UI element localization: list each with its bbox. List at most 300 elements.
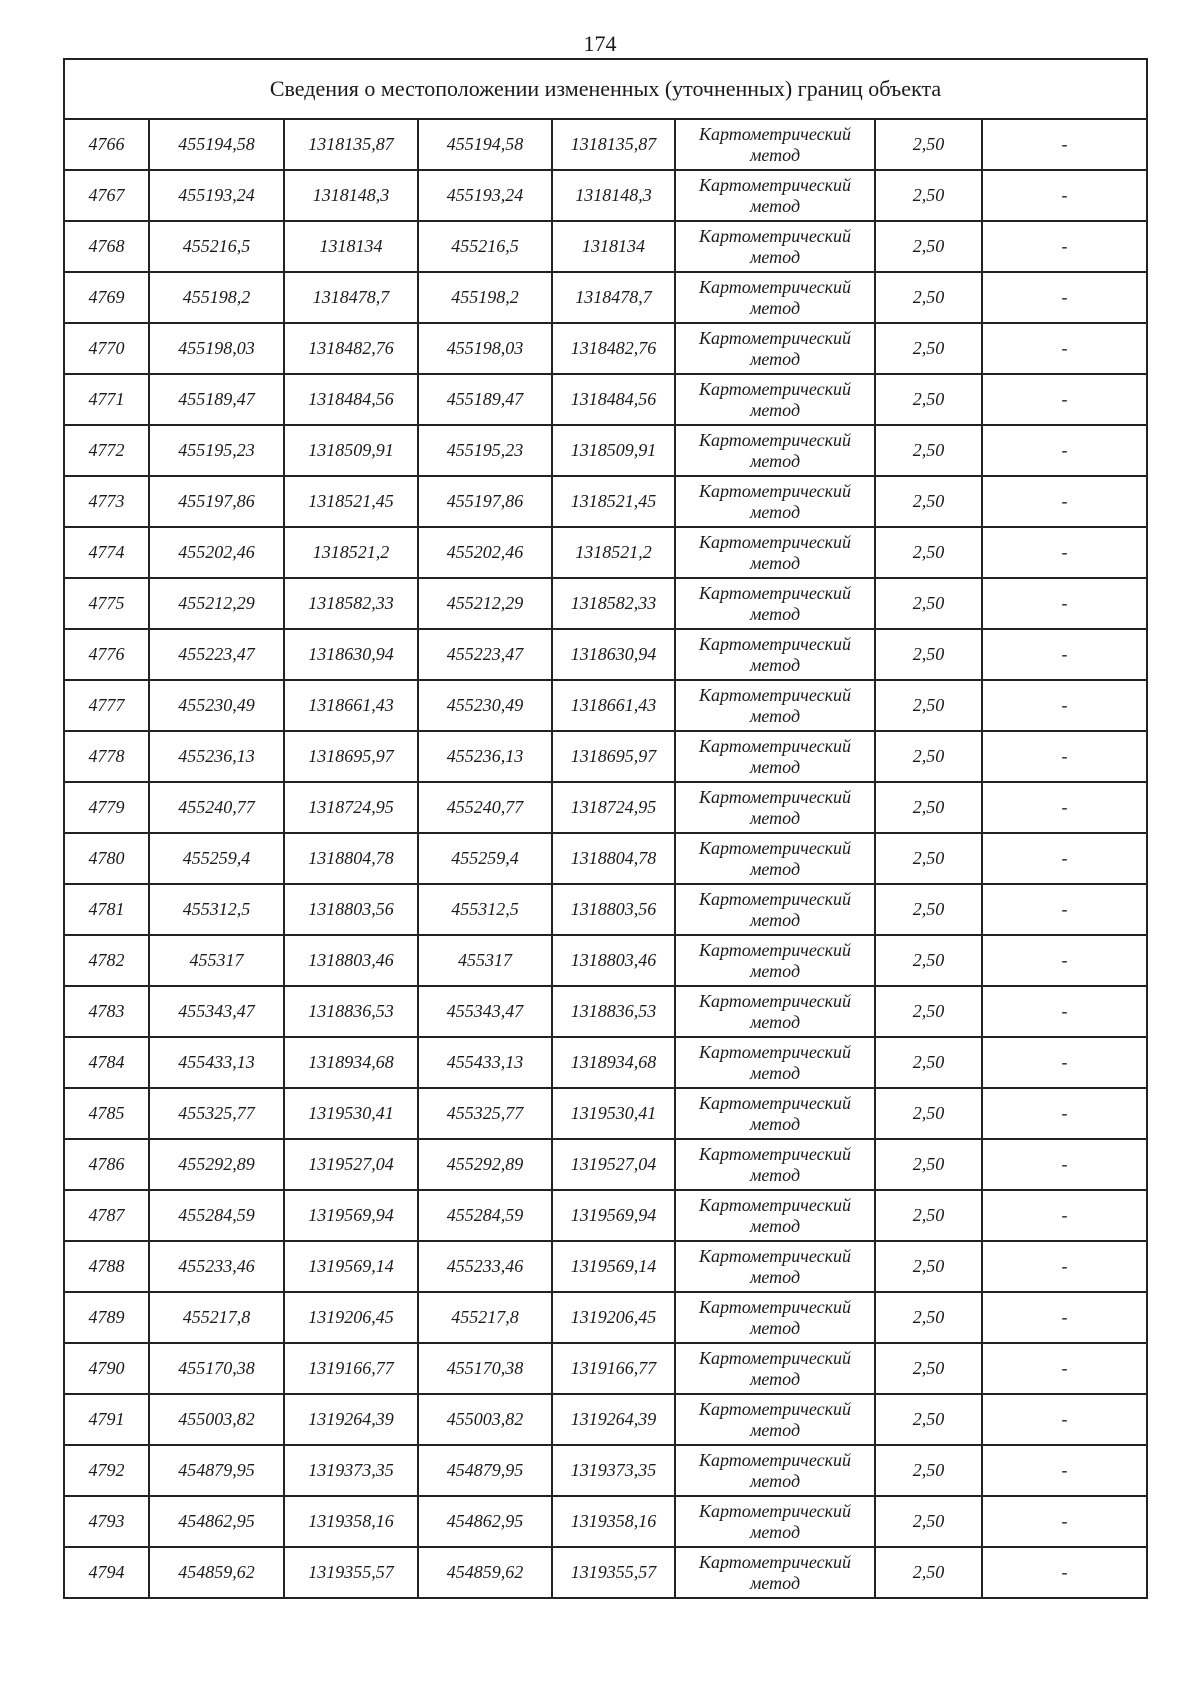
accuracy-cell: 2,50 — [875, 170, 982, 221]
method-line: Картометрический — [698, 1092, 851, 1113]
y-coordinate-cell: 1319569,94 — [284, 1190, 418, 1241]
method-line: метод — [749, 960, 801, 981]
accuracy-cell: 2,50 — [875, 986, 982, 1037]
method-line: Картометрический — [698, 531, 851, 552]
point-number-cell: 4766 — [64, 119, 149, 170]
method-line: Картометрический — [698, 888, 851, 909]
x-coordinate-cell: 455193,24 — [149, 170, 284, 221]
point-number-cell: 4786 — [64, 1139, 149, 1190]
x-coordinate-cell: 455223,47 — [149, 629, 284, 680]
point-number-cell: 4775 — [64, 578, 149, 629]
method-cell — [675, 1037, 875, 1088]
accuracy-cell: 2,50 — [875, 1547, 982, 1598]
method-line: Картометрический — [698, 225, 851, 246]
accuracy-cell: 2,50 — [875, 425, 982, 476]
method-line: Картометрический — [698, 123, 851, 144]
y-coordinate-cell: 1319206,45 — [552, 1292, 675, 1343]
x-coordinate-cell: 455003,82 — [149, 1394, 284, 1445]
method-line: метод — [749, 1215, 801, 1236]
x-coordinate-cell: 455230,49 — [418, 680, 552, 731]
x-coordinate-cell: 455212,29 — [418, 578, 552, 629]
method-cell — [675, 221, 875, 272]
x-coordinate-cell: 455216,5 — [418, 221, 552, 272]
table-row — [64, 272, 1147, 323]
method-cell — [675, 782, 875, 833]
point-number-cell: 4781 — [64, 884, 149, 935]
point-number-cell: 4769 — [64, 272, 149, 323]
table-row — [64, 1445, 1147, 1496]
method-line: метод — [749, 1317, 801, 1338]
y-coordinate-cell: 1318521,45 — [552, 476, 675, 527]
method-line: метод — [749, 705, 801, 726]
accuracy-cell: 2,50 — [875, 1292, 982, 1343]
note-cell: - — [982, 986, 1147, 1037]
y-coordinate-cell: 1319358,16 — [284, 1496, 418, 1547]
table-title-row — [64, 59, 1147, 119]
method-line: Картометрический — [698, 327, 851, 348]
y-coordinate-cell: 1318803,46 — [552, 935, 675, 986]
y-coordinate-cell: 1318521,45 — [284, 476, 418, 527]
table-row — [64, 170, 1147, 221]
method-cell — [675, 1496, 875, 1547]
x-coordinate-cell: 455292,89 — [149, 1139, 284, 1190]
y-coordinate-cell: 1318630,94 — [552, 629, 675, 680]
method-line: метод — [749, 654, 801, 675]
accuracy-cell: 2,50 — [875, 1343, 982, 1394]
method-line: метод — [749, 807, 801, 828]
note-cell: - — [982, 374, 1147, 425]
note-cell: - — [982, 1139, 1147, 1190]
method-line: метод — [749, 246, 801, 267]
method-cell — [675, 833, 875, 884]
x-coordinate-cell: 455198,03 — [418, 323, 552, 374]
point-number-cell: 4790 — [64, 1343, 149, 1394]
table-row — [64, 1292, 1147, 1343]
y-coordinate-cell: 1318934,68 — [284, 1037, 418, 1088]
method-cell — [675, 629, 875, 680]
y-coordinate-cell: 1318803,56 — [552, 884, 675, 935]
note-cell: - — [982, 680, 1147, 731]
accuracy-cell: 2,50 — [875, 476, 982, 527]
point-number-cell: 4791 — [64, 1394, 149, 1445]
y-coordinate-cell: 1318484,56 — [284, 374, 418, 425]
y-coordinate-cell: 1319373,35 — [552, 1445, 675, 1496]
method-cell — [675, 1394, 875, 1445]
y-coordinate-cell: 1318836,53 — [552, 986, 675, 1037]
method-line: метод — [749, 1164, 801, 1185]
method-line: Картометрический — [698, 1194, 851, 1215]
note-cell: - — [982, 833, 1147, 884]
method-line: метод — [749, 1266, 801, 1287]
accuracy-cell: 2,50 — [875, 374, 982, 425]
accuracy-cell: 2,50 — [875, 833, 982, 884]
y-coordinate-cell: 1319530,41 — [552, 1088, 675, 1139]
accuracy-cell: 2,50 — [875, 1445, 982, 1496]
method-cell — [675, 119, 875, 170]
point-number-cell: 4789 — [64, 1292, 149, 1343]
y-coordinate-cell: 1318509,91 — [284, 425, 418, 476]
y-coordinate-cell: 1318484,56 — [552, 374, 675, 425]
accuracy-cell: 2,50 — [875, 578, 982, 629]
x-coordinate-cell: 454859,62 — [149, 1547, 284, 1598]
y-coordinate-cell: 1318661,43 — [284, 680, 418, 731]
x-coordinate-cell: 455198,03 — [149, 323, 284, 374]
y-coordinate-cell: 1319166,77 — [284, 1343, 418, 1394]
note-cell: - — [982, 731, 1147, 782]
method-line: Картометрический — [698, 378, 851, 399]
y-coordinate-cell: 1319355,57 — [552, 1547, 675, 1598]
y-coordinate-cell: 1318724,95 — [552, 782, 675, 833]
method-line: Картометрический — [698, 1296, 851, 1317]
method-cell — [675, 1343, 875, 1394]
table-row — [64, 221, 1147, 272]
point-number-cell: 4770 — [64, 323, 149, 374]
method-line: метод — [749, 909, 801, 930]
method-line: Картометрический — [698, 1245, 851, 1266]
x-coordinate-cell: 455312,5 — [418, 884, 552, 935]
x-coordinate-cell: 455202,46 — [418, 527, 552, 578]
note-cell: - — [982, 1496, 1147, 1547]
table-row — [64, 1547, 1147, 1598]
table-row — [64, 425, 1147, 476]
y-coordinate-cell: 1319358,16 — [552, 1496, 675, 1547]
method-line: метод — [749, 1470, 801, 1491]
x-coordinate-cell: 455198,2 — [149, 272, 284, 323]
note-cell: - — [982, 1445, 1147, 1496]
method-line: Картометрический — [698, 837, 851, 858]
accuracy-cell: 2,50 — [875, 272, 982, 323]
accuracy-cell: 2,50 — [875, 1190, 982, 1241]
x-coordinate-cell: 455284,59 — [418, 1190, 552, 1241]
x-coordinate-cell: 455216,5 — [149, 221, 284, 272]
y-coordinate-cell: 1318509,91 — [552, 425, 675, 476]
y-coordinate-cell: 1319569,94 — [552, 1190, 675, 1241]
method-cell — [675, 170, 875, 221]
point-number-cell: 4783 — [64, 986, 149, 1037]
method-line: метод — [749, 1368, 801, 1389]
note-cell: - — [982, 1190, 1147, 1241]
table-row — [64, 782, 1147, 833]
method-cell — [675, 680, 875, 731]
accuracy-cell: 2,50 — [875, 221, 982, 272]
accuracy-cell: 2,50 — [875, 782, 982, 833]
table-row — [64, 1496, 1147, 1547]
point-number-cell: 4779 — [64, 782, 149, 833]
x-coordinate-cell: 455236,13 — [418, 731, 552, 782]
method-line: метод — [749, 1062, 801, 1083]
method-line: Картометрический — [698, 684, 851, 705]
point-number-cell: 4785 — [64, 1088, 149, 1139]
coordinates-table — [63, 58, 1148, 1599]
accuracy-cell: 2,50 — [875, 1139, 982, 1190]
x-coordinate-cell: 454862,95 — [149, 1496, 284, 1547]
method-line: метод — [749, 756, 801, 777]
y-coordinate-cell: 1318135,87 — [552, 119, 675, 170]
x-coordinate-cell: 455194,58 — [418, 119, 552, 170]
note-cell: - — [982, 323, 1147, 374]
method-cell — [675, 935, 875, 986]
x-coordinate-cell: 455194,58 — [149, 119, 284, 170]
note-cell: - — [982, 1088, 1147, 1139]
method-line: метод — [749, 1419, 801, 1440]
x-coordinate-cell: 455433,13 — [418, 1037, 552, 1088]
point-number-cell: 4776 — [64, 629, 149, 680]
y-coordinate-cell: 1318521,2 — [284, 527, 418, 578]
x-coordinate-cell: 455343,47 — [149, 986, 284, 1037]
method-line: Картометрический — [698, 633, 851, 654]
method-line: метод — [749, 1011, 801, 1032]
note-cell: - — [982, 1241, 1147, 1292]
table-row — [64, 1241, 1147, 1292]
x-coordinate-cell: 455317 — [418, 935, 552, 986]
y-coordinate-cell: 1319206,45 — [284, 1292, 418, 1343]
point-number-cell: 4792 — [64, 1445, 149, 1496]
table-row — [64, 731, 1147, 782]
y-coordinate-cell: 1319166,77 — [552, 1343, 675, 1394]
page-number: 174 — [583, 31, 617, 56]
table-row — [64, 323, 1147, 374]
method-line: метод — [749, 297, 801, 318]
y-coordinate-cell: 1318934,68 — [552, 1037, 675, 1088]
x-coordinate-cell: 455170,38 — [418, 1343, 552, 1394]
x-coordinate-cell: 455433,13 — [149, 1037, 284, 1088]
y-coordinate-cell: 1318134 — [284, 221, 418, 272]
y-coordinate-cell: 1318478,7 — [284, 272, 418, 323]
accuracy-cell: 2,50 — [875, 323, 982, 374]
method-line: Картометрический — [698, 1449, 851, 1470]
table-row — [64, 119, 1147, 170]
note-cell: - — [982, 1037, 1147, 1088]
x-coordinate-cell: 454859,62 — [418, 1547, 552, 1598]
point-number-cell: 4794 — [64, 1547, 149, 1598]
accuracy-cell: 2,50 — [875, 1088, 982, 1139]
table-row — [64, 578, 1147, 629]
y-coordinate-cell: 1318135,87 — [284, 119, 418, 170]
x-coordinate-cell: 455202,46 — [149, 527, 284, 578]
table-row — [64, 527, 1147, 578]
method-cell — [675, 1088, 875, 1139]
method-cell — [675, 1445, 875, 1496]
accuracy-cell: 2,50 — [875, 119, 982, 170]
accuracy-cell: 2,50 — [875, 680, 982, 731]
y-coordinate-cell: 1319569,14 — [284, 1241, 418, 1292]
y-coordinate-cell: 1318803,56 — [284, 884, 418, 935]
note-cell: - — [982, 1547, 1147, 1598]
method-line: метод — [749, 1572, 801, 1593]
method-line: Картометрический — [698, 1500, 851, 1521]
y-coordinate-cell: 1319527,04 — [284, 1139, 418, 1190]
method-line: Картометрический — [698, 582, 851, 603]
y-coordinate-cell: 1318482,76 — [552, 323, 675, 374]
table-row — [64, 1088, 1147, 1139]
table-title: Сведения о местоположении измененных (уточненных) границ объекта — [64, 59, 1147, 119]
method-line: Картометрический — [698, 939, 851, 960]
y-coordinate-cell: 1318134 — [552, 221, 675, 272]
method-line: Картометрический — [698, 1551, 851, 1572]
note-cell: - — [982, 221, 1147, 272]
table-row — [64, 680, 1147, 731]
note-cell: - — [982, 782, 1147, 833]
y-coordinate-cell: 1319569,14 — [552, 1241, 675, 1292]
method-line: метод — [749, 144, 801, 165]
x-coordinate-cell: 455212,29 — [149, 578, 284, 629]
method-cell — [675, 425, 875, 476]
table-row — [64, 1343, 1147, 1394]
x-coordinate-cell: 455233,46 — [418, 1241, 552, 1292]
point-number-cell: 4787 — [64, 1190, 149, 1241]
y-coordinate-cell: 1318804,78 — [552, 833, 675, 884]
table-row — [64, 986, 1147, 1037]
x-coordinate-cell: 455223,47 — [418, 629, 552, 680]
x-coordinate-cell: 455259,4 — [149, 833, 284, 884]
method-line: метод — [749, 1521, 801, 1542]
point-number-cell: 4767 — [64, 170, 149, 221]
table-row — [64, 833, 1147, 884]
method-line: метод — [749, 399, 801, 420]
method-cell — [675, 1547, 875, 1598]
method-cell — [675, 884, 875, 935]
point-number-cell: 4768 — [64, 221, 149, 272]
y-coordinate-cell: 1319264,39 — [284, 1394, 418, 1445]
y-coordinate-cell: 1318630,94 — [284, 629, 418, 680]
x-coordinate-cell: 455312,5 — [149, 884, 284, 935]
table-row — [64, 1394, 1147, 1445]
x-coordinate-cell: 455292,89 — [418, 1139, 552, 1190]
method-line: метод — [749, 1113, 801, 1134]
y-coordinate-cell: 1318148,3 — [552, 170, 675, 221]
x-coordinate-cell: 454879,95 — [149, 1445, 284, 1496]
x-coordinate-cell: 454879,95 — [418, 1445, 552, 1496]
y-coordinate-cell: 1319530,41 — [284, 1088, 418, 1139]
method-line: Картометрический — [698, 1041, 851, 1062]
x-coordinate-cell: 455189,47 — [149, 374, 284, 425]
x-coordinate-cell: 455217,8 — [149, 1292, 284, 1343]
accuracy-cell: 2,50 — [875, 731, 982, 782]
x-coordinate-cell: 455003,82 — [418, 1394, 552, 1445]
x-coordinate-cell: 455195,23 — [149, 425, 284, 476]
accuracy-cell: 2,50 — [875, 1496, 982, 1547]
x-coordinate-cell: 455317 — [149, 935, 284, 986]
method-line: Картометрический — [698, 174, 851, 195]
accuracy-cell: 2,50 — [875, 1037, 982, 1088]
table-row — [64, 935, 1147, 986]
method-line: Картометрический — [698, 1143, 851, 1164]
x-coordinate-cell: 455195,23 — [418, 425, 552, 476]
table-row — [64, 629, 1147, 680]
point-number-cell: 4778 — [64, 731, 149, 782]
table-row — [64, 1037, 1147, 1088]
method-line: Картометрический — [698, 1398, 851, 1419]
y-coordinate-cell: 1319355,57 — [284, 1547, 418, 1598]
y-coordinate-cell: 1318582,33 — [552, 578, 675, 629]
method-cell — [675, 986, 875, 1037]
method-line: Картометрический — [698, 990, 851, 1011]
x-coordinate-cell: 455259,4 — [418, 833, 552, 884]
method-line: метод — [749, 450, 801, 471]
point-number-cell: 4772 — [64, 425, 149, 476]
note-cell: - — [982, 578, 1147, 629]
point-number-cell: 4774 — [64, 527, 149, 578]
x-coordinate-cell: 454862,95 — [418, 1496, 552, 1547]
method-cell — [675, 1139, 875, 1190]
y-coordinate-cell: 1318661,43 — [552, 680, 675, 731]
y-coordinate-cell: 1318478,7 — [552, 272, 675, 323]
method-cell — [675, 1292, 875, 1343]
note-cell: - — [982, 1292, 1147, 1343]
y-coordinate-cell: 1319373,35 — [284, 1445, 418, 1496]
x-coordinate-cell: 455197,86 — [418, 476, 552, 527]
accuracy-cell: 2,50 — [875, 527, 982, 578]
method-cell — [675, 1241, 875, 1292]
method-line: метод — [749, 348, 801, 369]
note-cell: - — [982, 1343, 1147, 1394]
note-cell: - — [982, 476, 1147, 527]
table-row — [64, 374, 1147, 425]
x-coordinate-cell: 455193,24 — [418, 170, 552, 221]
y-coordinate-cell: 1319264,39 — [552, 1394, 675, 1445]
method-line: метод — [749, 603, 801, 624]
point-number-cell: 4771 — [64, 374, 149, 425]
method-line: Картометрический — [698, 276, 851, 297]
method-cell — [675, 272, 875, 323]
point-number-cell: 4782 — [64, 935, 149, 986]
method-line: метод — [749, 858, 801, 879]
table-row — [64, 1190, 1147, 1241]
note-cell: - — [982, 884, 1147, 935]
table-row — [64, 884, 1147, 935]
x-coordinate-cell: 455284,59 — [149, 1190, 284, 1241]
point-number-cell: 4793 — [64, 1496, 149, 1547]
method-line: Картометрический — [698, 1347, 851, 1368]
x-coordinate-cell: 455233,46 — [149, 1241, 284, 1292]
x-coordinate-cell: 455170,38 — [149, 1343, 284, 1394]
note-cell: - — [982, 1394, 1147, 1445]
point-number-cell: 4784 — [64, 1037, 149, 1088]
x-coordinate-cell: 455236,13 — [149, 731, 284, 782]
x-coordinate-cell: 455198,2 — [418, 272, 552, 323]
y-coordinate-cell: 1318804,78 — [284, 833, 418, 884]
x-coordinate-cell: 455325,77 — [149, 1088, 284, 1139]
y-coordinate-cell: 1318148,3 — [284, 170, 418, 221]
accuracy-cell: 2,50 — [875, 1241, 982, 1292]
table-row — [64, 476, 1147, 527]
accuracy-cell: 2,50 — [875, 884, 982, 935]
x-coordinate-cell: 455325,77 — [418, 1088, 552, 1139]
y-coordinate-cell: 1318521,2 — [552, 527, 675, 578]
note-cell: - — [982, 935, 1147, 986]
note-cell: - — [982, 170, 1147, 221]
y-coordinate-cell: 1318482,76 — [284, 323, 418, 374]
y-coordinate-cell: 1318724,95 — [284, 782, 418, 833]
method-line: метод — [749, 195, 801, 216]
x-coordinate-cell: 455230,49 — [149, 680, 284, 731]
table-row — [64, 1139, 1147, 1190]
method-line: Картометрический — [698, 786, 851, 807]
method-cell — [675, 476, 875, 527]
point-number-cell: 4780 — [64, 833, 149, 884]
x-coordinate-cell: 455240,77 — [149, 782, 284, 833]
accuracy-cell: 2,50 — [875, 1394, 982, 1445]
note-cell: - — [982, 425, 1147, 476]
method-cell — [675, 374, 875, 425]
method-line: Картометрический — [698, 735, 851, 756]
method-line: метод — [749, 501, 801, 522]
method-cell — [675, 527, 875, 578]
x-coordinate-cell: 455189,47 — [418, 374, 552, 425]
y-coordinate-cell: 1318836,53 — [284, 986, 418, 1037]
note-cell: - — [982, 629, 1147, 680]
y-coordinate-cell: 1318695,97 — [284, 731, 418, 782]
